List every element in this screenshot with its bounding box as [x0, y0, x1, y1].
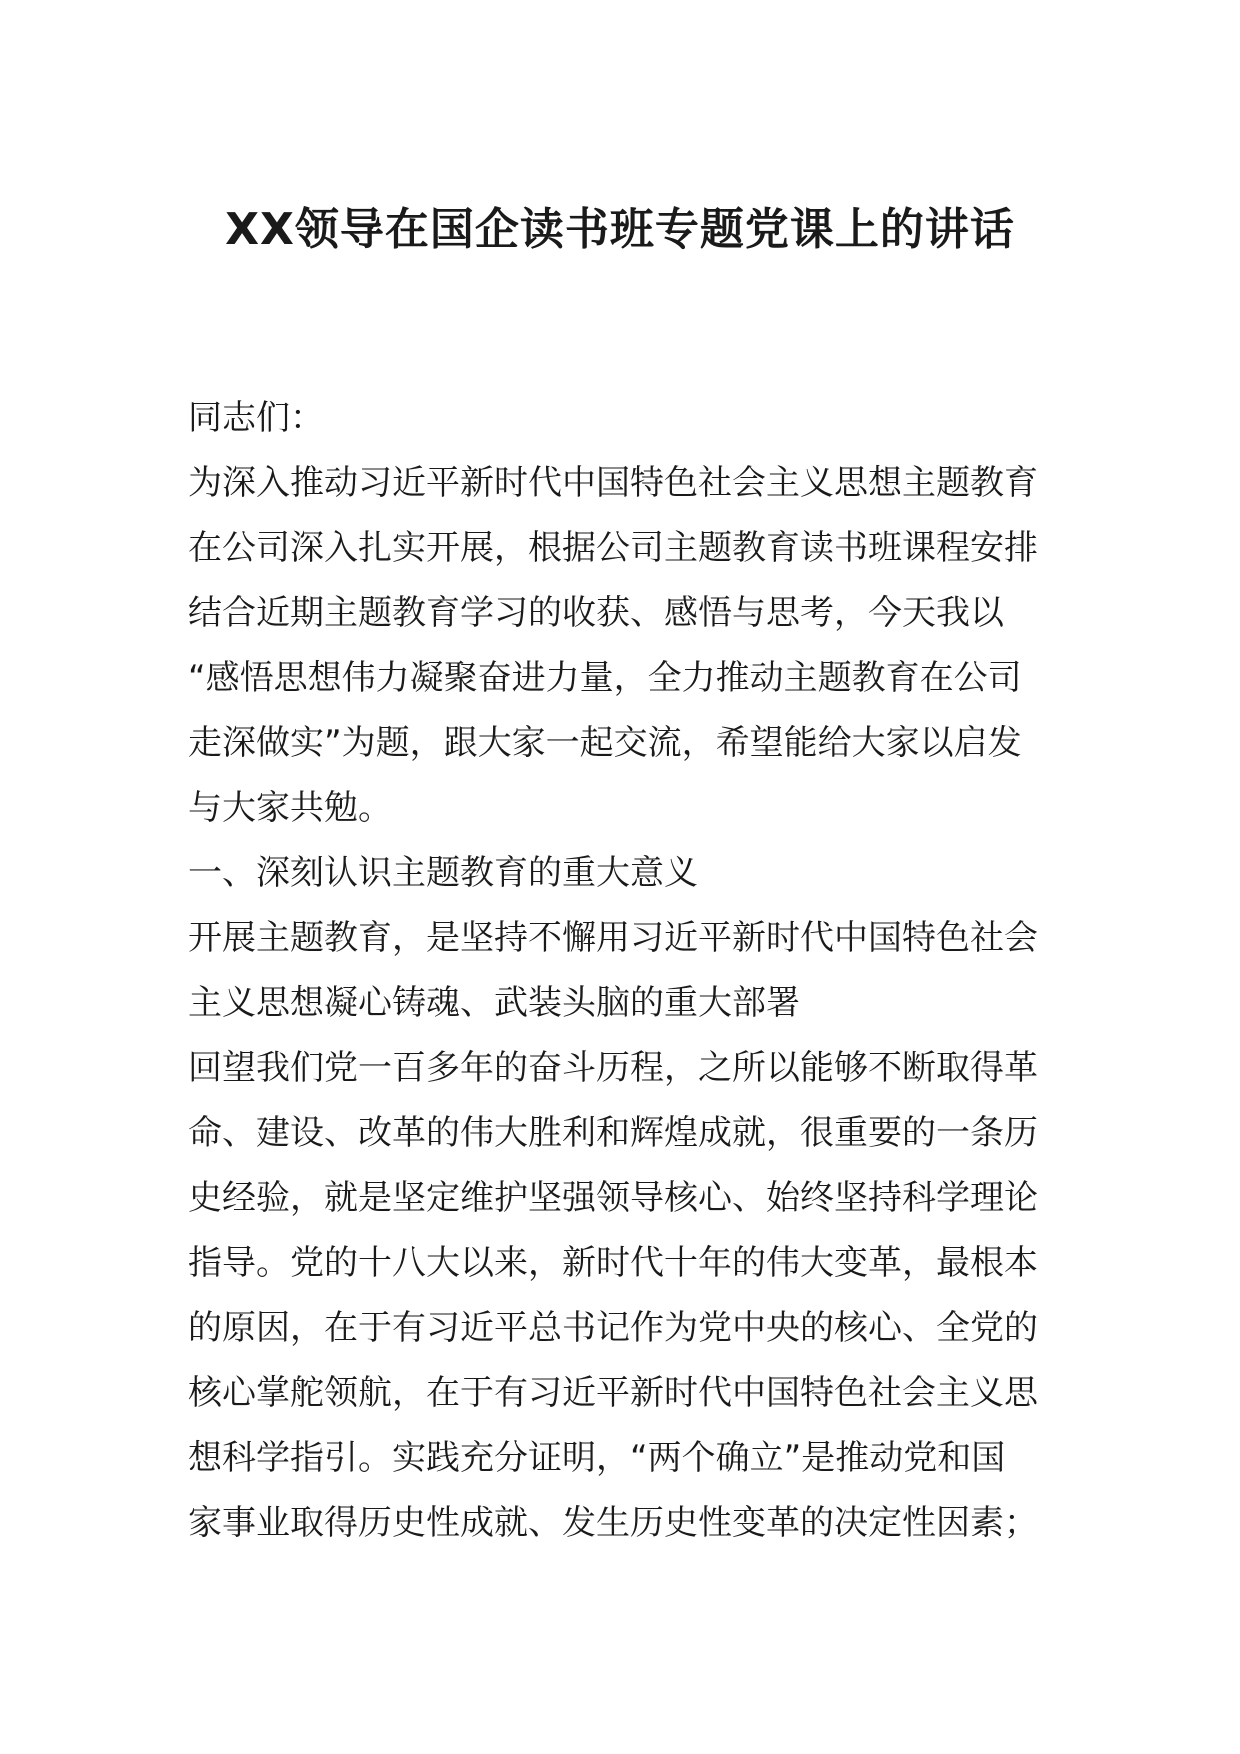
- subheading-line: 主义思想凝心铸魂、武装头脑的重大部署: [188, 983, 800, 1023]
- body-line: 回望我们党一百多年的奋斗历程，之所以能够不断取得革: [188, 1048, 1038, 1088]
- section-heading: 一、深刻认识主题教育的重大意义: [188, 853, 698, 893]
- body-line: 结合近期主题教育学习的收获、感悟与思考，今天我以: [188, 593, 1004, 633]
- body-line: 命、建设、改革的伟大胜利和辉煌成就，很重要的一条历: [188, 1113, 1038, 1153]
- body-line: 走深做实”为题，跟大家一起交流，希望能给大家以启发: [188, 723, 1022, 763]
- body-line: 核心掌舵领航，在于有习近平新时代中国特色社会主义思: [188, 1373, 1038, 1413]
- body-line: “感悟思想伟力凝聚奋进力量，全力推动主题教育在公司: [188, 658, 1022, 698]
- document-title: XX领导在国企读书班专题党课上的讲话: [225, 204, 1015, 255]
- body-line: 史经验，就是坚定维护坚强领导核心、始终坚持科学理论: [188, 1178, 1038, 1218]
- body-line: 想科学指引。实践充分证明，“两个确立”是推动党和国: [188, 1438, 1006, 1478]
- salutation-line: 同志们：: [188, 398, 324, 438]
- body-line: 的原因，在于有习近平总书记作为党中央的核心、全党的: [188, 1308, 1038, 1348]
- subheading-line: 开展主题教育，是坚持不懈用习近平新时代中国特色社会: [188, 918, 1038, 958]
- document-body: [188, 386, 1058, 1556]
- body-line: 指导。党的十八大以来，新时代十年的伟大变革，最根本: [188, 1243, 1038, 1283]
- body-line: 为深入推动习近平新时代中国特色社会主义思想主题教育: [188, 463, 1038, 503]
- body-line: 家事业取得历史性成就、发生历史性变革的决定性因素；: [188, 1503, 1038, 1543]
- body-line: 与大家共勉。: [188, 788, 392, 828]
- body-line: 在公司深入扎实开展，根据公司主题教育读书班课程安排: [188, 528, 1038, 568]
